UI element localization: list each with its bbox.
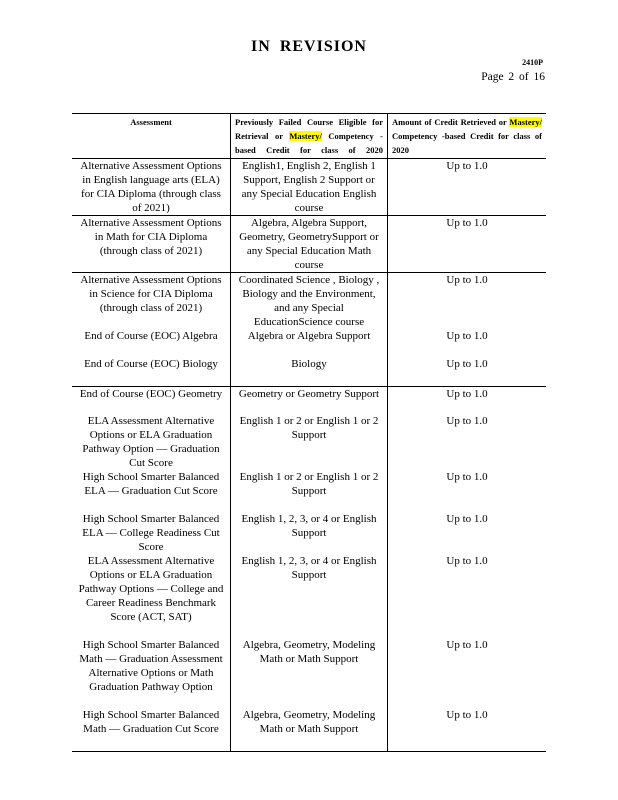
table-row [72,386,546,414]
table-row [72,357,546,386]
row-amount: Up to 1.0 [446,555,488,567]
table-row [72,708,546,751]
row-assessment: High School Smarter Balanced Math — Graduation Cut Score [72,708,231,751]
row-course: Geometry or Geometry Support [231,386,388,414]
table-row [72,512,546,554]
row-assessment: Alternative Assessment Options in English language arts (ELA) for CIA Diploma (through class of 2021) [72,159,231,216]
row-assessment: ELA Assessment Alternative Options or ELA Graduation Pathway Options — College and Career Readiness Benchmark Score (ACT, SAT) [78,555,224,623]
row-assessment: End of Course (EOC) Algebra [84,330,218,342]
row-assessment: High School Smarter Balanced Math — Graduation Assessment Alternative Options or Math Graduation Pathway Option [79,639,223,693]
row-assessment: Alternative Assessment Options in Math for CIA Diploma (through class of 2021) [72,216,231,273]
header-amount-text-2: Competency -based Credit for class of 2020 [392,131,542,155]
header-assessment: Assessment [72,114,231,159]
row-course: English 1, 2, 3, or 4 or English Support [231,554,388,638]
row-amount: Up to 1.0 [388,386,547,414]
row-amount: Up to 1.0 [446,639,488,651]
policy-code: 2410P [522,58,543,67]
row-amount: Up to 1.0 [388,216,547,273]
row-course: English1, English 2, English 1 Support, English 2 Support or any Special Education English course [231,159,388,216]
header-previously-text-2: Competency -based Credit for class of 2020 [235,131,383,155]
table-row [72,414,546,470]
row-assessment: Alternative Assessment Options in Science for CIA Diploma (through class of 2021) [72,273,231,330]
row-assessment: End of Course (EOC) Geometry [72,386,231,414]
row-amount: Up to 1.0 [446,471,488,483]
table-row [72,273,546,330]
row-assessment: High School Smarter Balanced ELA — Graduation Cut Score [82,471,220,497]
header-amount-of-credit [388,114,547,159]
header-previously-text-1: Previously Failed Course Eligible for Retrieval or [235,117,383,141]
document-title: IN REVISION [251,38,367,55]
row-course: English 1 or 2 or English 1 or 2 Support [231,470,388,512]
row-assessment: End of Course (EOC) Biology [84,358,218,370]
table-row [72,470,546,512]
table-row [72,329,546,357]
row-amount: Up to 1.0 [388,273,547,330]
table-row [72,216,546,273]
row-course: Coordinated Science , Biology , Biology and the Environment, and any Special EducationScience course [231,273,388,330]
row-amount: Up to 1.0 [446,415,488,427]
table-header-row [72,114,546,159]
row-course: Algebra, Geometry, Modeling Math or Math Support [231,708,388,751]
row-amount: Up to 1.0 [446,513,488,525]
row-course: Algebra, Geometry, Modeling Math or Math Support [231,638,388,708]
row-amount: Up to 1.0 [388,708,547,751]
row-assessment: ELA Assessment Alternative Options or ELA Graduation Pathway Option — Graduation Cut Score [82,415,220,469]
header-previously-failed-course [231,114,388,159]
table-row [72,554,546,638]
row-course: English 1, 2, 3, or 4 or English Support [231,512,388,554]
row-amount: Up to 1.0 [388,159,547,216]
page-number: Page 2 of 16 [481,71,545,83]
header-amount-text-1: Amount of Credit Retrieved or [392,117,507,127]
row-amount: Up to 1.0 [446,330,488,342]
row-course: Algebra, Algebra Support, Geometry, GeometrySupport or any Special Education Math course [231,216,388,273]
credit-retrieval-table [72,113,546,752]
table-row [72,638,546,708]
header-amount-highlight: Mastery/ [509,117,542,127]
row-course: Algebra or Algebra Support [231,329,388,357]
row-assessment: High School Smarter Balanced ELA — College Readiness Cut Score [82,513,220,553]
row-course: Biology [231,357,388,386]
row-amount: Up to 1.0 [446,358,488,370]
row-course: English 1 or 2 or English 1 or 2 Support [231,414,388,470]
header-previously-highlight: Mastery/ [289,131,322,141]
table-row [72,159,546,216]
